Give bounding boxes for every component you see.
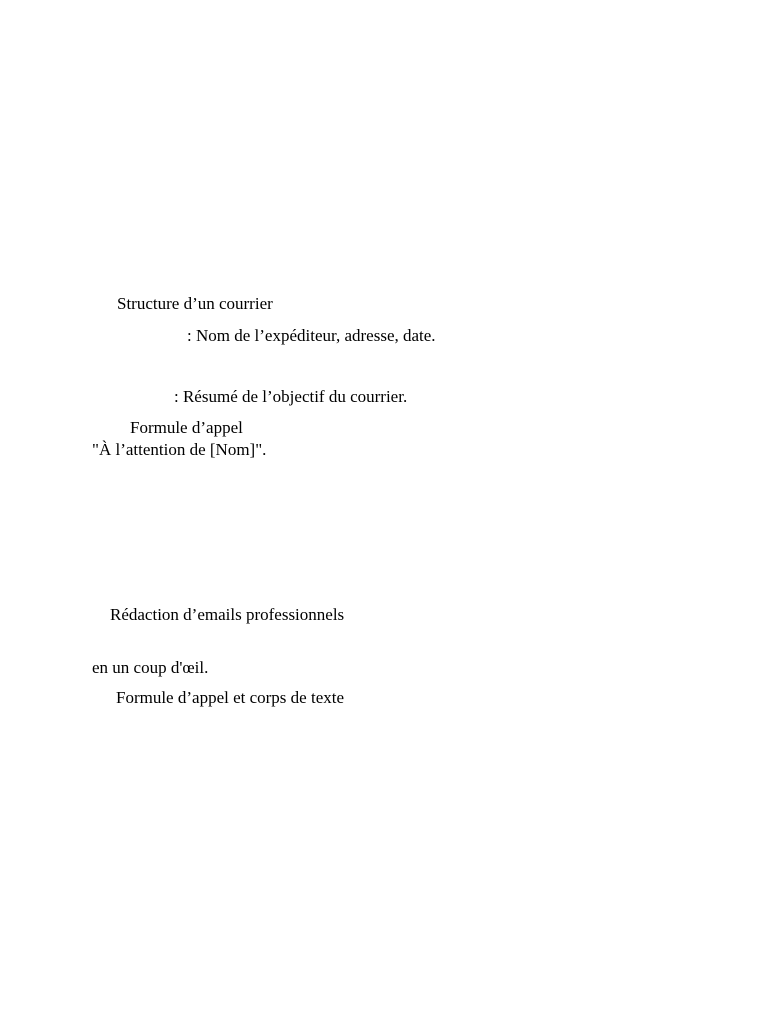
text-formule-appel: Formule d’appel	[130, 418, 243, 437]
heading-structure-courrier: Structure d’un courrier	[117, 294, 273, 313]
text-attention-example: "À l’attention de [Nom]".	[92, 440, 267, 459]
text-objective-summary: : Résumé de l’objectif du courrier.	[174, 387, 408, 406]
text-sender-info: : Nom de l’expéditeur, adresse, date.	[187, 326, 436, 345]
text-coup-doeil: en un coup d'œil.	[92, 658, 209, 677]
text-formule-corps: Formule d’appel et corps de texte	[116, 688, 345, 707]
heading-emails-professionnels: Rédaction d’emails professionnels	[110, 605, 345, 624]
